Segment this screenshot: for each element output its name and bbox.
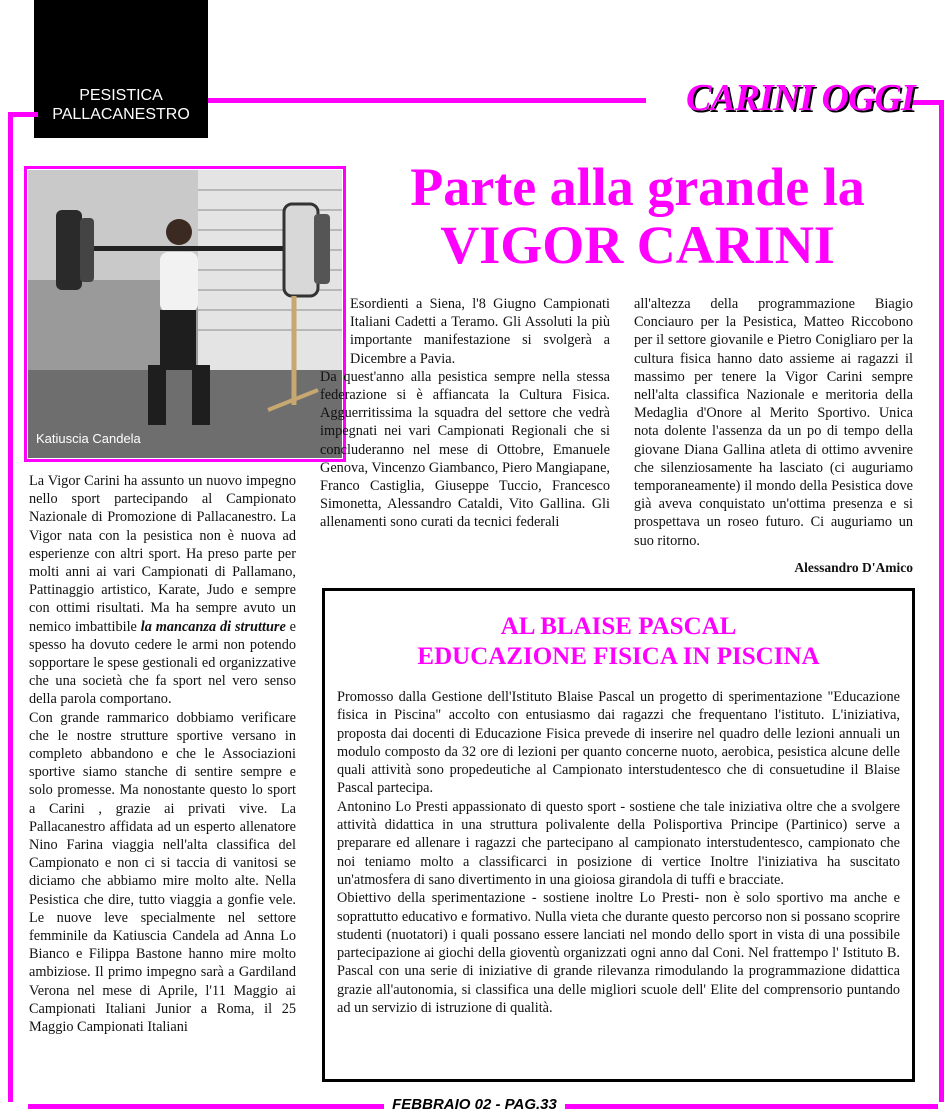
boxed-article-title — [322, 612, 915, 672]
article-column-3 — [634, 295, 913, 550]
page-number-label: FEBBRAIO 02 - PAG.33 — [384, 1096, 565, 1113]
article-column-1 — [29, 472, 296, 1036]
page-footer — [0, 1096, 949, 1113]
column-1-text-b: e spesso ha dovuto cedere le armi non potendo sopportare le spese gestionali ed organizzative che una società che fa sport nel vero senso della parola comportano. — [29, 618, 297, 708]
column-1-paragraph-1 — [29, 472, 296, 709]
left-rule — [8, 112, 13, 1102]
boxed-paragraph-1: Promosso dalla Gestione dell'Istituto Blaise Pascal un progetto di sperimentazione "Educazione fisica in Piscina" accolto con entusiasmo dai ragazzi che frequentano l'istituto. L'iniziativa, proposta dai docenti di Educazione Fisica prevede di inserire nel quadro delle lezioni annuali un modulo composto da 32 ore di lezioni per quanto concerne nuoto, aerobica, pesistica alcune delle quali attività sono propedeutiche al Campionato interstudentesco che di consuetudine il Blaise Pascal partecipa. — [337, 689, 900, 797]
column-1-text-a: La Vigor Carini ha assunto un nuovo impegno nello sport partecipando al Campionato Nazionale di Promozione di Pallacanestro. La Vigor nata con la pesistica non è nuova ad esperienze con altri sport. Ha preso parte per molti anni ai vari Campionati di Pallamano, Pattinaggio artistico, Karate, Judo e sempre con ottimi risultati. Ma ha sempre avuto un nemico imbattibile — [29, 473, 296, 635]
headline — [360, 158, 915, 274]
photo-caption: Katiuscia Candela — [36, 431, 141, 446]
right-rule — [939, 100, 944, 1102]
section-line-2: PALLACANESTRO — [52, 106, 190, 123]
article-column-2 — [320, 295, 610, 532]
column-3-paragraph-1: all'altezza della programmazione Biagio Conciauro per la Pesistica, Matteo Riccobono per il settore giovanile e Pietro Conigliaro per la cultura fisica hanno dato assieme ai ragazzi il massimo per tenere la Vigor Carini sempre nell'alta classifica Nazionale e meritoria della Medaglia d'Onore al Merito Sportivo. Unica nota dolente l'assenza da un po di tempo della giovane Diana Gallina atleta di ottimo avvenire che silenziosamente ha lasciato (ci auguriamo temporaneamente) il mondo della Pesistica dove già aveva conquistato un'ottima presenza e si prospettava un roseo futuro. Ci auguriamo un suo ritorno. — [634, 296, 913, 549]
column-2-paragraph-2: Da quest'anno alla pesistica sempre nella stessa federazione si è affiancata la Cultura Fisica. Agguerritissima la squadra del settore che vedrà impegnati nei vari Campionati Regionali che si concluderanno nel mese di Ottobre, Emanuele Genova, Vincenzo Giambanco, Piero Mangiapane, Franco Castiglia, Giuseppe Tuccio, Francesco Simonetta, Alessandro Cataldi, Vito Gallina. Gli allenamenti sono curati da tecnici federali — [320, 368, 610, 531]
boxed-paragraph-3: Obiettivo della sperimentazione - sostiene inoltre Lo Presti- non è solo sportivo ma anche e soprattutto educativo e formativo. Nulla vieta che durante questo percorso non si possano scoprire studenti (nuotatori) i quali possano essere lanciati nel mondo dello sport in vista di una possibile partecipazione ai giochi della gioventù organizzati ogni anno dal Coni. Nel frattempo l' Istituto B. Pascal con una serie di iniziative di grande rilevanza rimodulando la programmazione didattica grazie all'autonomia, si classifica una delle migliori scuole dell' Elite del comprensorio puntando ad un servizio di istruzione di qualità. — [337, 890, 900, 1017]
column-2-paragraph-1: Esordienti a Siena, l'8 Giugno Campionati Italiani Cadetti a Teramo. Gli Assoluti la più importante manifestazione si svolgerà a Dicembre a Pavia. — [350, 296, 610, 367]
section-line-1: PESISTICA — [79, 87, 163, 104]
column-1-emphasis: la mancanza di strutture — [140, 618, 286, 635]
headline-line-1: Parte alla grande la — [410, 157, 865, 217]
weightlifter-photo — [28, 170, 342, 458]
weightlifter-photo-illustration — [28, 170, 342, 458]
headline-line-2: VIGOR CARINI — [440, 215, 835, 275]
column-1-paragraph-2: Con grande rammarico dobbiamo verificare che le nostre strutture sportive versano in completo abbandono e che le Associazioni sportive siamo stanche di sentire sempre e solo promesse. Ma nonostante questo lo sport a Carini , grazie ai privati vive. La Pallacanestro affidata ad un esperto allenatore Nino Farina viaggia nell'alta classifica del Campionato e non ci si taccia di vanitosi se diciamo che abbiamo mire molto alte. Nella Pesistica che dire, tutto viaggia a gonfie vele. Le nuove leve specialmente nel settore femminile da Katiuscia Candela ad Anna Lo Bianco e Filippa Bastone hanno mire molto ambiziose. Il primo impegno sarà a Gardiland Verona nel mese di Aprile, l'11 Maggio ai Campionati Italiani Junior a Roma, il 25 Maggio Campionati Italiani — [29, 709, 296, 1036]
section-label — [34, 86, 208, 124]
boxed-title-line-1: AL BLAISE PASCAL — [500, 613, 737, 640]
header-rule — [208, 98, 646, 103]
brand-logo: CARINI OGGI — [686, 77, 915, 119]
boxed-title-line-2: EDUCAZIONE FISICA IN PISCINA — [417, 643, 820, 670]
boxed-article-body — [337, 688, 900, 1017]
boxed-paragraph-2: Antonino Lo Presti appassionato di questo sport - sostiene che tale iniziativa oltre che a svolgere attività didattica in una struttura polivalente della Polisportiva Principe (Partinico) serve a preparare ed allenare i ragazzi che partecipano al campionato interstudentesco, campionato che noi teniamo molto a classificarci in posizione di vertice Inoltre l'iniziativa ha suscitato un'atmosfera di sano divertimento in una gioiosa girandola di tuffi e bracciate. — [337, 798, 900, 888]
article-author: Alessandro D'Amico — [794, 560, 913, 575]
